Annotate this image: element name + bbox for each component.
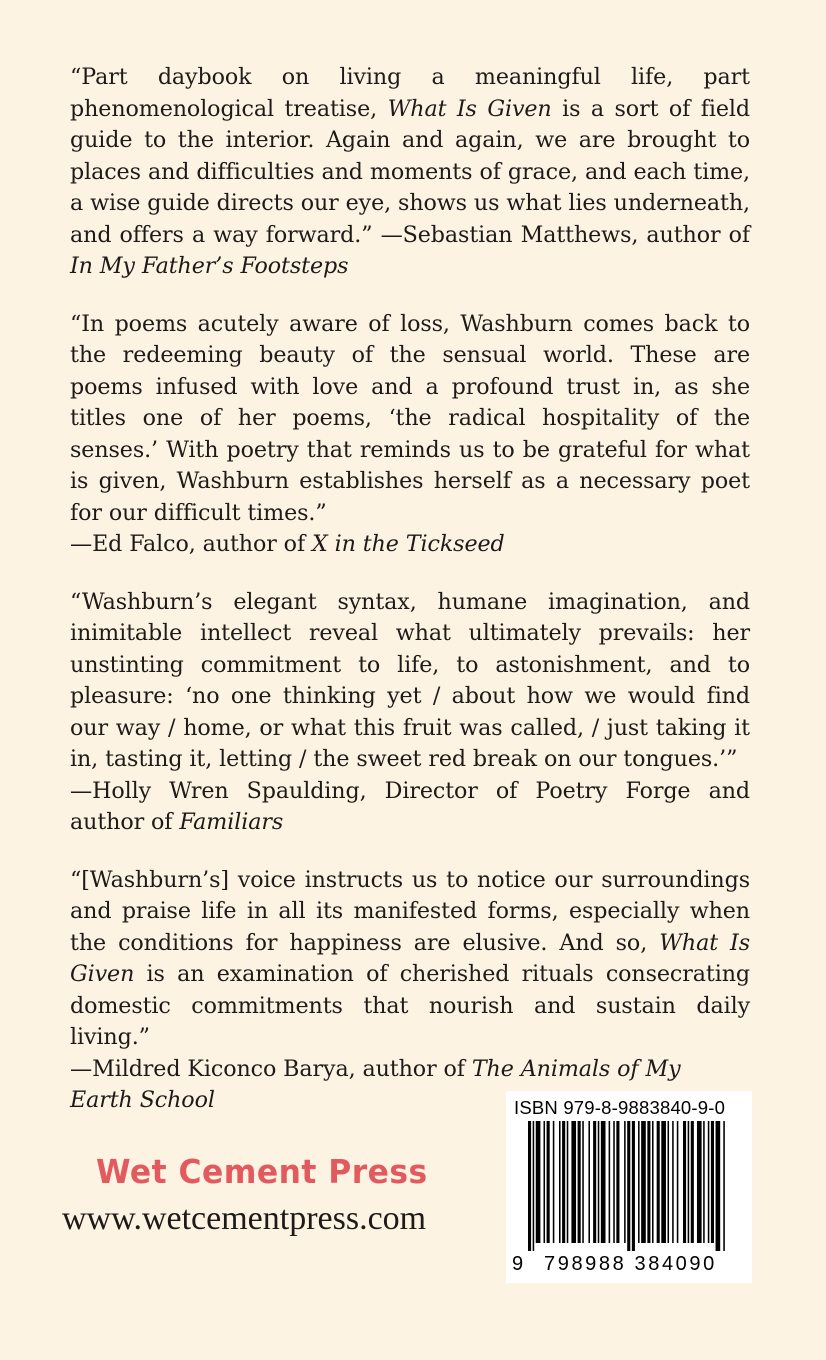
barcode-bar — [553, 1121, 555, 1243]
isbn-label: ISBN 979-8-9883840-9-0 — [514, 1097, 726, 1118]
author-book-title: X in the Tickseed — [312, 531, 505, 557]
barcode-bar — [683, 1121, 686, 1243]
barcode-bar — [697, 1121, 702, 1243]
blurb-barya — [70, 865, 750, 1117]
barcode-bar — [588, 1121, 590, 1243]
barcode-bar — [567, 1121, 569, 1243]
book-title: What Is Given — [70, 929, 751, 987]
attribution-text: —Mildred Kiconco Barya, author of — [70, 1055, 472, 1082]
barcode-bar — [598, 1121, 600, 1243]
barcode-bar — [624, 1121, 626, 1243]
publisher-logo: Wet Cement Press — [96, 1152, 428, 1191]
barcode-bar — [647, 1121, 650, 1243]
blurb-attribution — [70, 776, 750, 839]
barcode-bar — [677, 1121, 679, 1243]
barcode-bar — [544, 1121, 546, 1243]
barcode-bar — [716, 1121, 721, 1251]
barcode-bar — [708, 1121, 710, 1243]
attribution-text: —Ed Falco, author of — [70, 531, 313, 557]
barcode-bar — [657, 1121, 660, 1243]
blurb-falco — [70, 309, 750, 561]
barcode-bar — [528, 1121, 531, 1251]
barcode-bar — [711, 1121, 714, 1243]
barcode-bar — [616, 1121, 619, 1243]
blurb-spaulding — [70, 587, 750, 839]
barcode-bar — [536, 1121, 541, 1243]
barcode-bar — [578, 1121, 581, 1243]
blurb-matthews — [70, 62, 750, 283]
blurb-text: is a sort of field guide to the interior. Again and again, we are brought to places and difficulties and moments of grace, and each time, a wise guide directs our eye, shows us what lies underneath, and offers a way forward.” —Sebastian Matthews, author of — [70, 95, 750, 248]
barcode-bar — [691, 1121, 694, 1243]
attribution-text: —Holly Wren Spaulding, Director of Poetry Forge and author of — [70, 777, 750, 835]
barcode-bar — [688, 1121, 690, 1243]
barcode-bar — [652, 1121, 654, 1243]
barcode-bars — [528, 1121, 740, 1251]
barcode-bar — [571, 1121, 576, 1243]
barcode-bar — [582, 1121, 584, 1243]
barcode-bar — [559, 1121, 561, 1243]
barcode-bar — [593, 1121, 596, 1243]
barcode-bar — [641, 1121, 646, 1243]
barcode-number: 798988 384090 — [544, 1253, 717, 1275]
barcode-bar — [723, 1121, 725, 1251]
barcode-bar — [533, 1121, 535, 1251]
barcode-bar — [613, 1121, 615, 1243]
barcode-bar — [672, 1121, 674, 1243]
blurb-text: “Part daybook on living a meaningful life, part phenomenological treatise, — [70, 64, 750, 122]
barcode-first-digit: 9 — [512, 1253, 524, 1275]
isbn-barcode — [506, 1091, 752, 1283]
blurb-text: “[Washburn’s] voice instructs us to notice our surroundings and praise life in all its manifested forms, especially when the conditions for happiness are elusive. And so, — [70, 866, 750, 956]
barcode-bar — [638, 1121, 640, 1243]
barcode-bar — [668, 1121, 670, 1243]
author-book-title: Familiars — [179, 809, 284, 835]
blurb-attribution — [70, 529, 750, 561]
blurb-text: “Washburn’s elegant syntax, humane imagination, and inimitable intellect reveal what ultimately prevails: her unstinting commitment to life, to astonishment, and to pleasure: ‘no one thinking yet / about how we would find our way / home, or what this fruit was called, / just taking it in, tasting it, letting / the sweet red break on our tongues.’” — [70, 588, 750, 772]
author-book-title: The Animals of My Earth School — [70, 1055, 681, 1113]
barcode-bar — [609, 1121, 611, 1243]
author-book-title: In My Father’s Footsteps — [70, 253, 349, 279]
barcode-bar — [562, 1121, 565, 1243]
barcode-bar — [547, 1121, 550, 1243]
barcode-bar — [703, 1121, 705, 1243]
endorsements — [70, 62, 750, 1143]
publisher-website[interactable]: www.wetcementpress.com — [62, 1200, 427, 1237]
barcode-bar — [627, 1121, 630, 1251]
book-title: What Is Given — [387, 95, 552, 122]
blurb-text: “In poems acutely aware of loss, Washburn comes back to the redeeming beauty of the sensual world. These are poems infused with love and a profound trust in, as she titles one of her poems, ‘the radical hospitality of the senses.’ With poetry that reminds us to be grateful for what is given, Washburn establishes herself as a necessary poet for our difficult times.” — [70, 310, 750, 526]
barcode-bar — [632, 1121, 635, 1251]
barcode-bar — [661, 1121, 666, 1243]
blurb-text: is an examination of cherished rituals consecrating domestic commitments that nourish and sustain daily living.” — [70, 961, 750, 1050]
barcode-bar — [601, 1121, 606, 1243]
